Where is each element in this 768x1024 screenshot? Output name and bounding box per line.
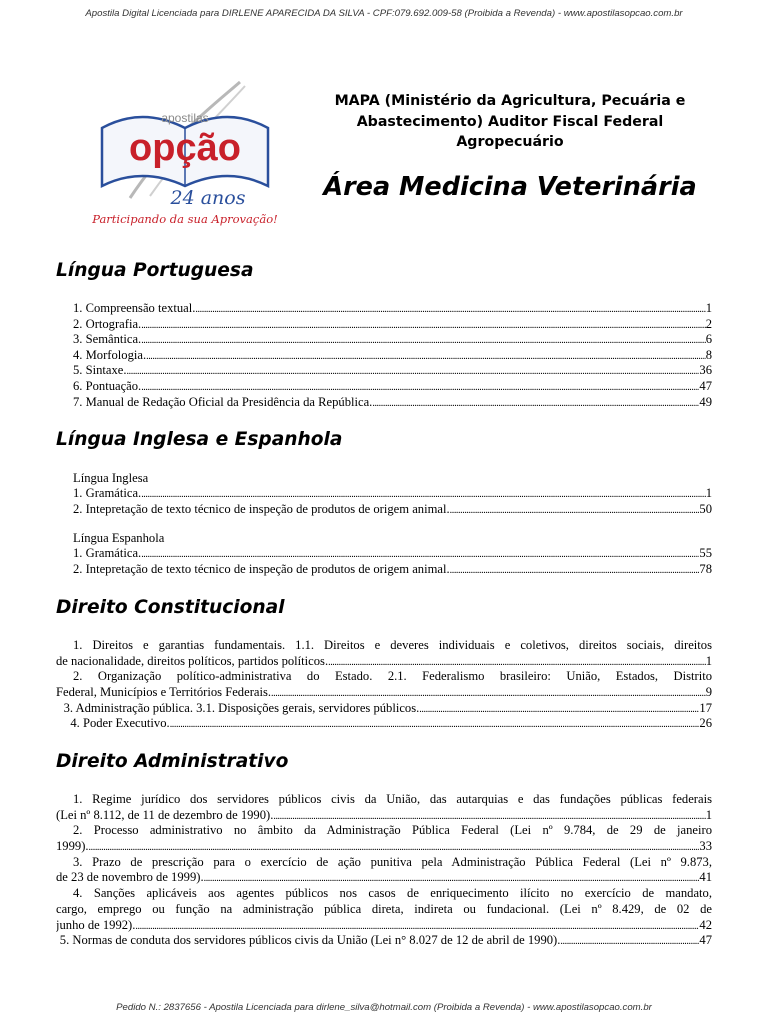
toc-item-label: 6. Pontuação. bbox=[73, 378, 142, 393]
toc-item-label: 2. Intepretação de texto técnico de inspeção de produtos de origem animal. bbox=[73, 501, 450, 516]
exam-title bbox=[300, 91, 720, 153]
toc-item-label: 1. Compreensão textual. bbox=[73, 301, 196, 315]
toc-page-number: 1 bbox=[705, 807, 712, 822]
toc-item-label: 5. Sintaxe. bbox=[73, 363, 127, 378]
toc-item bbox=[56, 486, 712, 502]
toc-item bbox=[56, 562, 712, 578]
license-header: Apostila Digital Licenciada para DIRLENE APARECIDA DA SILVA - CPF:079.692.009-58 (Proibida a Revenda) - www.apostilasopcao.com.br bbox=[85, 8, 683, 19]
toc-page-number: 33 bbox=[699, 839, 712, 854]
toc-item bbox=[56, 685, 712, 701]
toc-item bbox=[56, 839, 712, 855]
toc-item-text: 1. Regime jurídico dos servidores públicos civis da União, das autarquias e das fundações públicas federais bbox=[73, 792, 712, 806]
section-title-linguas: Língua Inglesa e Espanhola bbox=[56, 429, 343, 450]
toc-item-label: junho de 1992). bbox=[56, 917, 136, 932]
toc-item bbox=[56, 654, 712, 670]
toc-page-number: 41 bbox=[699, 870, 712, 885]
section-title-direito-constitucional: Direito Constitucional bbox=[56, 597, 285, 618]
toc-item-text: 2. Organização político-administrativa do Estado. 2.1. Federalismo brasileiro: União, Estados, Distrito bbox=[73, 669, 712, 684]
toc-item bbox=[56, 379, 712, 395]
toc-page-number: 55 bbox=[699, 546, 712, 561]
toc-item-text: 4. Sanções aplicáveis aos agentes públicos nos casos de enriquecimento ilícito no exercício de mandato, bbox=[73, 886, 712, 901]
toc-direito-constitucional bbox=[56, 638, 712, 732]
subsection-title-lingua-espanhola: Língua Espanhola bbox=[73, 531, 165, 546]
toc-lingua-portuguesa bbox=[56, 301, 712, 410]
area-title: Área Medicina Veterinária bbox=[323, 172, 697, 202]
order-footer: Pedido N.: 2837656 - Apostila Licenciada para dirlene_silva@hotmail.com (Proibida a Revenda) - www.apostilasopcao.com.br bbox=[116, 1002, 652, 1013]
toc-item bbox=[56, 546, 712, 562]
toc-item-text: 3. Prazo de prescrição para o exercício de ação punitiva pela Administração Pública Federal (Lei nº 9.873, bbox=[73, 854, 712, 869]
toc-item-label: 4. Poder Executivo. bbox=[70, 716, 170, 731]
toc-item bbox=[56, 332, 712, 348]
toc-page-number: 47 bbox=[699, 933, 712, 948]
toc-page-number: 47 bbox=[699, 378, 712, 393]
toc-item bbox=[56, 317, 712, 333]
toc-page-number: 17 bbox=[699, 700, 712, 715]
toc-item-text: 2. Processo administrativo no âmbito da Administração Pública Federal (Lei nº 9.784, de 29 de janeiro bbox=[73, 823, 712, 838]
toc-page-number: 78 bbox=[699, 561, 712, 576]
toc-item-label: 5. Normas de conduta dos servidores públicos civis da União (Lei n° 8.027 de 12 de abril de 1990). bbox=[59, 933, 561, 948]
toc-item bbox=[56, 870, 712, 886]
exam-title-line-3: Agropecuário bbox=[456, 134, 564, 150]
toc-page-number: 6 bbox=[705, 332, 712, 347]
toc-item-label: 1. Gramática. bbox=[73, 546, 142, 561]
toc-page-number: 1 bbox=[705, 653, 712, 668]
apostilas-opcao-logo bbox=[90, 68, 280, 236]
toc-item bbox=[56, 363, 712, 379]
toc-page-number: 49 bbox=[699, 394, 712, 409]
logo-apostilas-text: apostilas bbox=[161, 111, 209, 125]
toc-page-number: 9 bbox=[705, 685, 712, 700]
toc-item-label: 7. Manual de Redação Oficial da Presidência da República. bbox=[73, 394, 373, 409]
toc-item bbox=[56, 701, 712, 717]
toc-item bbox=[56, 502, 712, 518]
toc-page-number: 50 bbox=[699, 501, 712, 516]
toc-page-number: 2 bbox=[705, 316, 712, 331]
toc-item-label: 3. Semântica. bbox=[73, 332, 142, 347]
toc-page-number: 42 bbox=[699, 917, 712, 932]
toc-page-number: 1 bbox=[705, 486, 712, 500]
toc-linguas bbox=[56, 470, 712, 577]
toc-item-label: Federal, Municípios e Territórios Federais. bbox=[56, 685, 272, 700]
toc-item-text: 1. Direitos e garantias fundamentais. 1.1. Direitos e deveres individuais e coletivos, direitos sociais, direitos bbox=[73, 638, 712, 652]
toc-item bbox=[56, 348, 712, 364]
toc-item bbox=[56, 301, 712, 317]
exam-title-line-1: MAPA (Ministério da Agricultura, Pecuária e bbox=[334, 93, 686, 109]
logo-opcao-text: opção bbox=[129, 127, 241, 169]
toc-direito-administrativo bbox=[56, 792, 712, 949]
toc-item-label: de 23 de novembro de 1999). bbox=[56, 870, 204, 885]
toc-item-text: cargo, emprego ou função na administração pública direta, indireta ou fundacional. (Lei nº 8.429, de 02 de bbox=[56, 901, 712, 916]
toc-page-number: 26 bbox=[699, 716, 712, 731]
toc-item-label: de nacionalidade, direitos políticos, partidos políticos. bbox=[56, 653, 329, 668]
toc-item bbox=[56, 918, 712, 934]
toc-item bbox=[56, 716, 712, 732]
exam-title-line-2: Abastecimento) Auditor Fiscal Federal bbox=[356, 113, 664, 130]
toc-item-label: 1. Gramática. bbox=[73, 486, 142, 500]
toc-item-label: 3. Administração pública. 3.1. Disposições gerais, servidores públicos. bbox=[63, 700, 420, 715]
toc-item bbox=[56, 808, 712, 824]
logo-slogan-text: Participando da sua Aprovação! bbox=[92, 212, 278, 226]
toc-page-number: 1 bbox=[705, 301, 712, 315]
toc-item bbox=[56, 933, 712, 949]
logo-years-text: 24 anos bbox=[170, 187, 246, 209]
section-title-direito-administrativo: Direito Administrativo bbox=[56, 751, 289, 772]
toc-item-label: 2. Intepretação de texto técnico de inspeção de produtos de origem animal. bbox=[73, 561, 450, 576]
toc-item bbox=[56, 395, 712, 411]
section-title-lingua-portuguesa: Língua Portuguesa bbox=[56, 260, 254, 281]
toc-item-label: 1999). bbox=[56, 839, 89, 854]
subsection-title-lingua-inglesa: Língua Inglesa bbox=[73, 471, 149, 485]
toc-item-label: 4. Morfologia. bbox=[73, 347, 147, 362]
toc-page-number: 8 bbox=[705, 347, 712, 362]
toc-item-label: (Lei nº 8.112, de 11 de dezembro de 1990). bbox=[56, 807, 274, 822]
toc-item-label: 2. Ortografia. bbox=[73, 316, 142, 331]
toc-page-number: 36 bbox=[699, 363, 712, 378]
